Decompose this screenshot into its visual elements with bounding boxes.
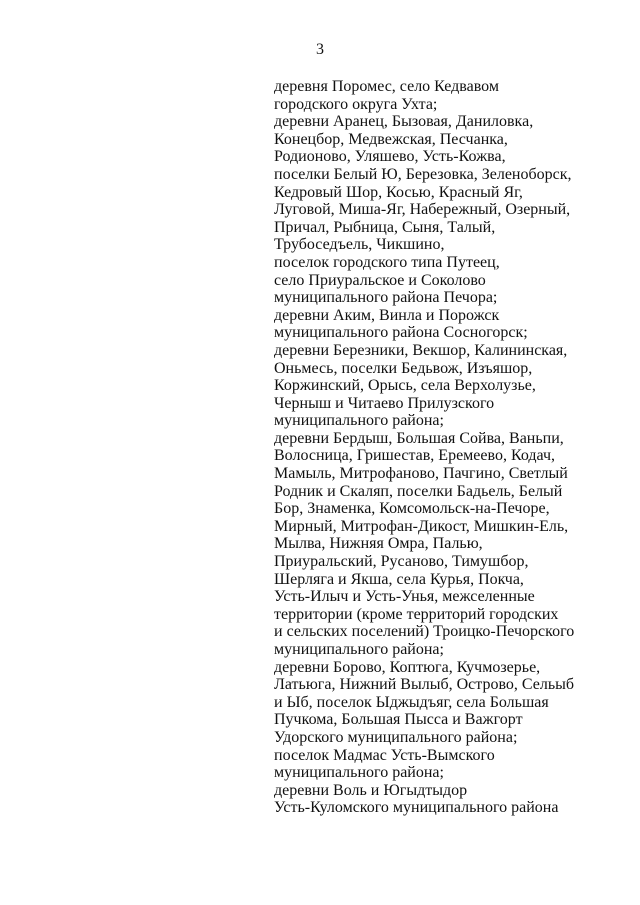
text-line: муниципального района;: [274, 412, 444, 430]
text-line: Волосница, Гришестав, Еремеево, Кодач,: [274, 447, 556, 465]
text-line: муниципального района;: [274, 641, 444, 658]
text-line: село Приуральское и Соколово: [274, 271, 486, 289]
text-line: муниципального района Печора;: [274, 289, 498, 307]
text-line: и Ыб, поселок Ыджыдъяг, села Большая: [274, 693, 549, 711]
text-line: Латьюга, Нижний Вылыб, Острово, Сельыб: [274, 676, 575, 694]
text-line: Конецбор, Медвежская, Песчанка,: [274, 130, 508, 148]
text-line: муниципального района;: [274, 764, 444, 782]
text-line: Мамыль, Митрофаново, Пачгино, Светлый: [274, 465, 568, 483]
text-line: Оньмесь, поселки Бедьвож, Изъяшор,: [274, 359, 533, 377]
text-line: Бор, Знаменка, Комсомольск-на-Печоре,: [274, 500, 550, 518]
text-line: Шерляга и Якша, села Курья, Покча,: [274, 570, 524, 588]
text-line: деревни Борово, Коптюга, Кучмозерье,: [274, 658, 541, 676]
text-line: поселок городского типа Путеец,: [274, 253, 500, 271]
text-line: Причал, Рыбница, Сыня, Талый,: [274, 218, 496, 236]
text-line: муниципального района Сосногорск;: [274, 324, 528, 342]
text-line: Мылва, Нижняя Омра, Палью,: [274, 535, 483, 553]
page-number: 3: [316, 41, 324, 58]
text-line: деревни Аким, Винла и Порожск: [274, 306, 500, 324]
text-line: деревни Березники, Векшор, Калининская,: [274, 341, 568, 359]
text-line: Коржинский, Орысь, села Верхолузье,: [274, 377, 536, 395]
text-line: Родник и Скаляп, поселки Бадьель, Белый: [274, 482, 563, 500]
text-line: деревня Поромес, село Кедвавом: [274, 78, 499, 95]
settlement-list: [274, 78, 574, 817]
text-line: Усть-Илыч и Усть-Унья, межселенные: [274, 588, 535, 606]
text-line: Приуральский, Русаново, Тимушбор,: [274, 553, 529, 571]
text-line: городского округа Ухта;: [274, 95, 438, 113]
text-line: Пучкома, Большая Пысса и Важгорт: [274, 711, 523, 729]
text-line: Кедровый Шор, Косью, Красный Яг,: [274, 183, 523, 201]
text-line: Родионово, Уляшево, Усть-Кожва,: [274, 148, 506, 166]
text-line: деревни Воль и Югыдтыдор: [274, 781, 468, 799]
text-line: Трубоседъель, Чикшино,: [274, 236, 445, 254]
text-line: Удорского муниципального района;: [274, 728, 518, 746]
text-line: территории (кроме территорий городских: [274, 605, 559, 623]
text-line: поселки Белый Ю, Березовка, Зеленоборск,: [274, 165, 572, 183]
text-line: Усть-Куломского муниципального района: [274, 799, 559, 817]
text-line: Мирный, Митрофан-Дикост, Мишкин-Ель,: [274, 517, 569, 535]
text-line: и сельских поселений) Троицко-Печорского: [274, 623, 575, 641]
text-line: Черныш и Читаево Прилузского: [274, 394, 495, 412]
text-line: Луговой, Миша-Яг, Набережный, Озерный,: [274, 201, 571, 219]
text-line: деревни Бердыш, Большая Сойва, Ваньпи,: [274, 429, 564, 447]
text-line: поселок Мадмас Усть-Вымского: [274, 746, 495, 764]
text-line: деревни Аранец, Бызовая, Даниловка,: [274, 113, 534, 131]
